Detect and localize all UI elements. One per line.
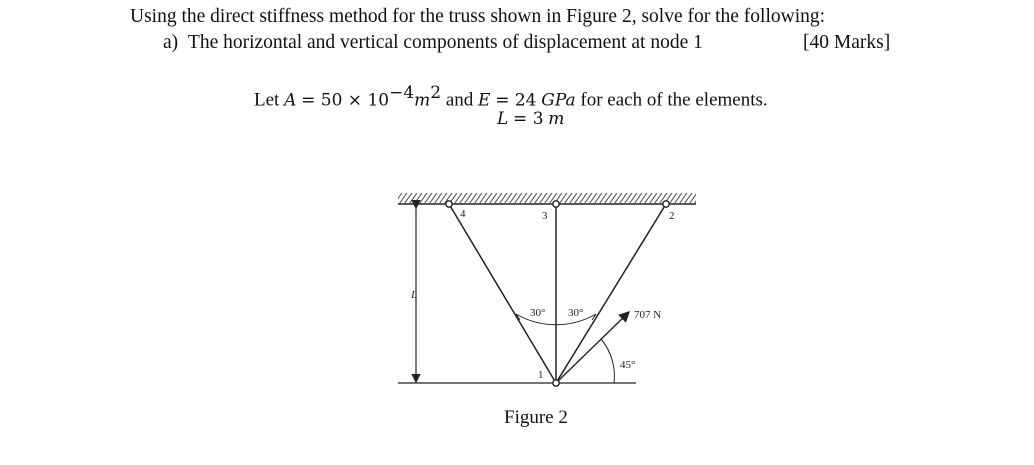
dimension-label: L (411, 289, 418, 301)
node-2 (663, 201, 669, 207)
node-label-2: 2 (669, 210, 675, 222)
ceiling-hatch (398, 193, 696, 203)
load-angle-arc (601, 339, 614, 383)
length-symbol: L (497, 109, 509, 129)
modulus-symbol: E (478, 90, 491, 111)
load-angle-label: 45° (620, 359, 636, 371)
part-text: The horizontal and vertical components of displacement at node 1 (187, 32, 703, 53)
node-4 (446, 201, 452, 207)
area-unit: m (414, 90, 431, 111)
length-value: = 3 (513, 109, 544, 129)
modulus-value: = 24 (495, 90, 537, 111)
load-label: 707 N (634, 309, 662, 321)
area-symbol: A (284, 90, 297, 111)
modulus-unit: GPa (541, 90, 576, 111)
angle-label-right: 30° (568, 307, 584, 319)
node-label-3: 3 (542, 210, 548, 222)
member-1-4 (449, 204, 556, 383)
given-tail: for each of the elements. (580, 89, 768, 111)
node-3 (553, 201, 559, 207)
marks-label: [40 Marks] (803, 32, 891, 53)
area-value: = 50 × 10 (301, 90, 390, 111)
problem-intro: Using the direct stiffness method for the truss shown in Figure 2, solve for the following: (130, 6, 826, 27)
length-unit: m (548, 109, 565, 129)
node-label-4: 4 (460, 208, 466, 220)
node-label-1: 1 (538, 369, 544, 381)
angle-label-left: 30° (530, 307, 546, 319)
area-exponent: −4 (389, 83, 415, 103)
area-unit-exp: 2 (430, 83, 442, 103)
figure-caption: Figure 2 (504, 407, 568, 428)
part-label: a) (163, 32, 179, 53)
node-1 (553, 380, 559, 386)
given-properties: Let $A = 50 \times 10^{-4}m^2$ and E = 24 GPa for each of the elements. (254, 83, 768, 111)
